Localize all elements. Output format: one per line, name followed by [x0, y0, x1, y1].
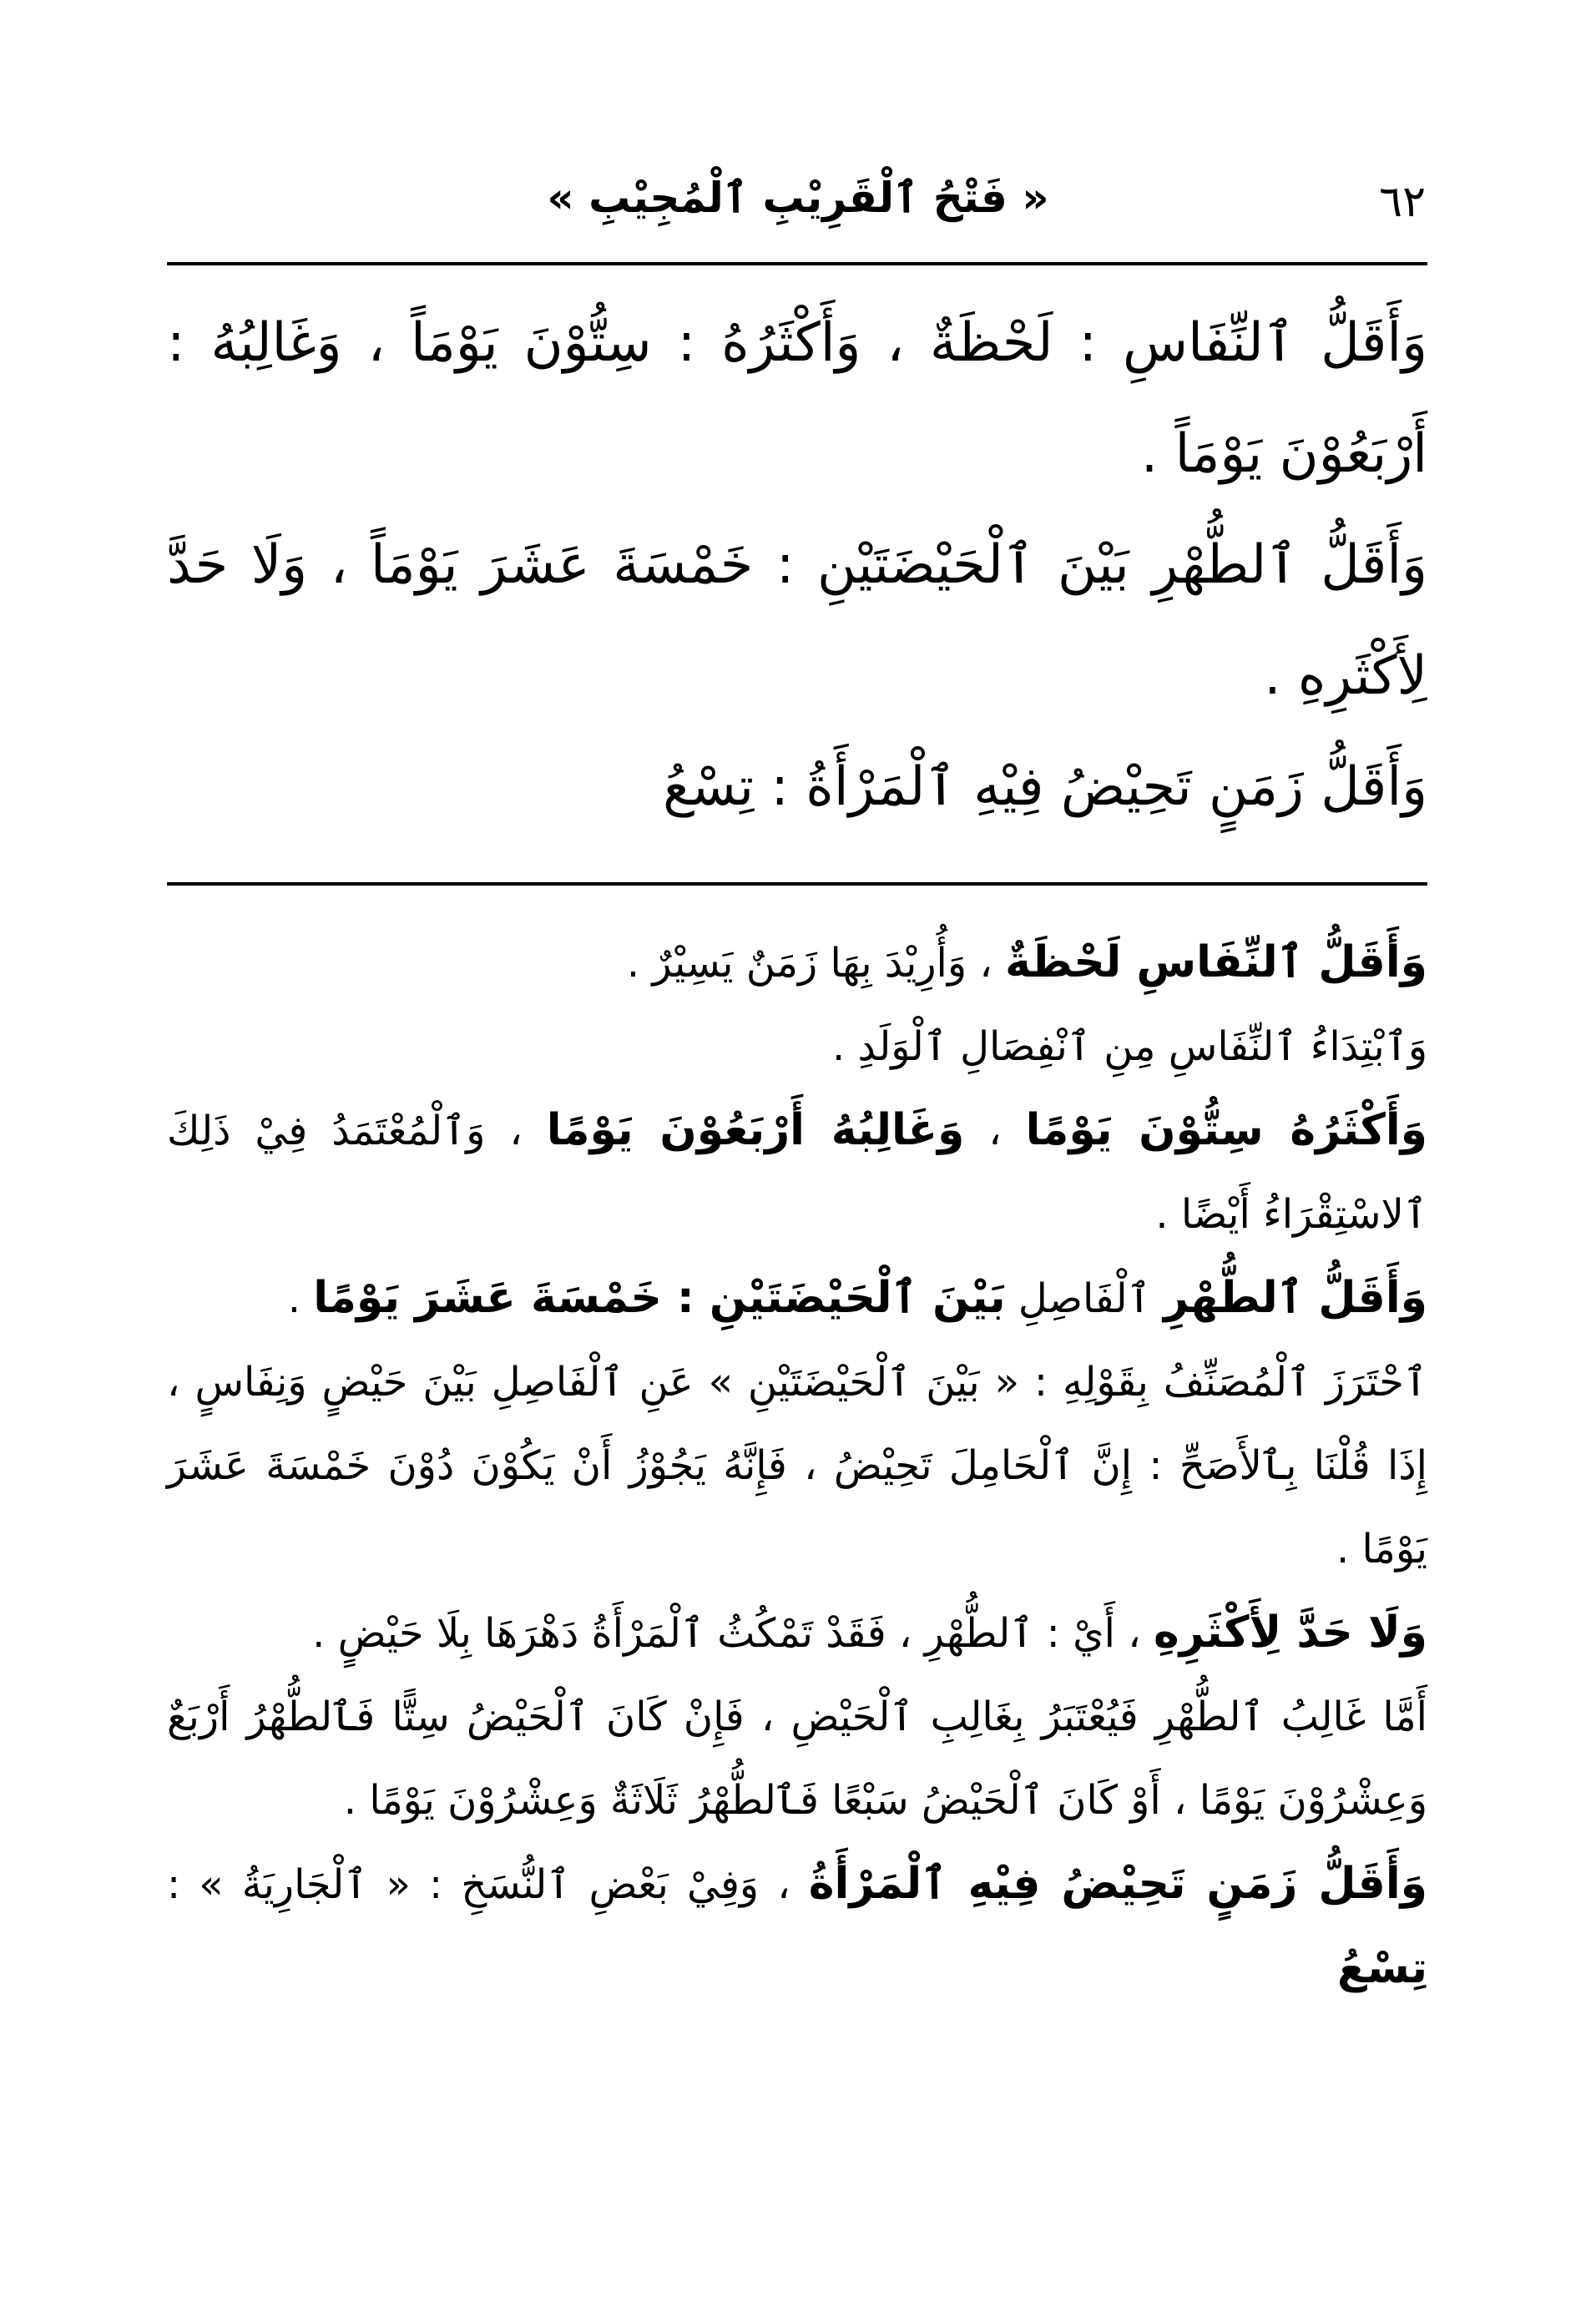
commentary-text: ، وَأُرِيْدَ بِهَا زَمَنٌ يَسِيْرٌ .: [626, 940, 1006, 987]
quoted-matn: وَأَقَلُّ ٱلطُّهْرِ: [1163, 1273, 1427, 1323]
commentary-text: ، أَيْ : ٱلطُّهْرِ ، فَقَدْ تَمْكُثُ ٱلْمَرْأَةُ دَهْرَهَا بِلَا حَيْضٍ .: [312, 1610, 1154, 1657]
commentary-paragraph: [167, 1256, 1427, 1340]
commentary-paragraph: [167, 1675, 1427, 1842]
matn-paragraph: وَأَقَلُّ ٱلطُّهْرِ بَيْنَ ٱلْحَيْضَتَيْنِ : خَمْسَةَ عَشَرَ يَوْمَاً ، وَلَا حَدَّ لِأَكْثَرِهِ .: [167, 534, 1427, 707]
quoted-matn: وَأَقَلُّ ٱلنِّفَاسِ لَحْظَةٌ: [1005, 937, 1427, 987]
quoted-matn: تِسْعُ: [1337, 1943, 1427, 1993]
commentary-text: ، وَٱلْمُعْتَمَدُ فِيْ ذَلِكَ ٱلاسْتِقْرَاءُ أَيْضًا .: [167, 1108, 1427, 1238]
commentary-paragraph: [167, 1088, 1427, 1256]
page-header-title: « فَتْحُ ٱلْقَرِيْبِ ٱلْمُجِيْبِ »: [547, 174, 1049, 222]
commentary-paragraph: [167, 1005, 1427, 1088]
commentary-paragraph: [167, 1591, 1427, 1675]
matn-paragraph: وَأَقَلُّ زَمَنٍ تَحِيْضُ فِيْهِ ٱلْمَرْأَةُ : تِسْعُ: [663, 756, 1427, 818]
commentary-paragraph: [167, 1842, 1427, 2011]
quoted-matn: وَلَا حَدَّ لِأَكْثَرِهِ: [1154, 1608, 1427, 1658]
commentary-text: ٱحْتَرَزَ ٱلْمُصَنِّفُ بِقَوْلِهِ : « بَيْنَ ٱلْحَيْضَتَيْنِ » عَنِ ٱلْفَاصِلِ بَيْنَ حَيْضٍ وَنِفَاسٍ ، إِذَا قُلْنَا بِٱلأَصَحِّ : إِنَّ ٱلْحَامِلَ تَحِيْضُ ، فَإِنَّهُ يَجُوْزُ أَنْ يَكُوْنَ دُوْنَ خَمْسَةَ عَشَرَ يَوْمًا .: [167, 1359, 1427, 1573]
quoted-matn: وَأَقَلُّ زَمَنٍ تَحِيْضُ فِيْهِ ٱلْمَرْأَةُ: [808, 1859, 1427, 1909]
quoted-matn: بَيْنَ ٱلْحَيْضَتَيْنِ : خَمْسَةَ عَشَرَ يَوْمًا: [313, 1273, 1006, 1323]
quoted-matn: وَغَالِبُهُ أَرْبَعُوْنَ يَوْمًا: [546, 1105, 965, 1155]
commentary-paragraph: [167, 1340, 1427, 1591]
commentary-text: ٱلْفَاصِلِ: [1005, 1275, 1164, 1322]
commentary-text: وَٱبْتِدَاءُ ٱلنِّفَاسِ مِنِ ٱنْفِصَالِ ٱلْوَلَدِ .: [831, 1023, 1427, 1070]
commentary-paragraph: [167, 921, 1427, 1005]
matn-paragraph: وَأَقَلُّ ٱلنِّفَاسِ : لَحْظَةٌ ، وَأَكْثَرُهُ : سِتُّوْنَ يَوْمَاً ، وَغَالِبُهُ : أَرْبَعُوْنَ يَوْمَاً .: [167, 312, 1427, 485]
commentary-text: أَمَّا غَالِبُ ٱلطُّهْرِ فَيُعْتَبَرُ بِغَالِبِ ٱلْحَيْضِ ، فَإِنْ كَانَ ٱلْحَيْضُ سِتًّا فَٱلطُّهْرُ أَرْبَعٌ وَعِشْرُوْنَ يَوْمًا ، أَوْ كَانَ ٱلْحَيْضُ سَبْعًا فَٱلطُّهْرُ ثَلَاثَةٌ وَعِشْرُوْنَ يَوْمًا .: [167, 1694, 1427, 1824]
page-number: ٦٢: [1379, 177, 1426, 227]
commentary-divider: [167, 882, 1427, 886]
commentary-text: ، وَفِيْ بَعْضِ ٱلنُّسَخِ : « ٱلْجَارِيَةُ » :: [167, 1861, 809, 1908]
commentary-text: ،: [964, 1108, 1026, 1154]
sharh-commentary: [167, 921, 1427, 2011]
header-divider: [167, 262, 1427, 265]
commentary-text: .: [287, 1275, 314, 1322]
matn-text: [167, 288, 1427, 843]
quoted-matn: وَأَكْثَرُهُ سِتُّوْنَ يَوْمًا: [1025, 1105, 1427, 1155]
